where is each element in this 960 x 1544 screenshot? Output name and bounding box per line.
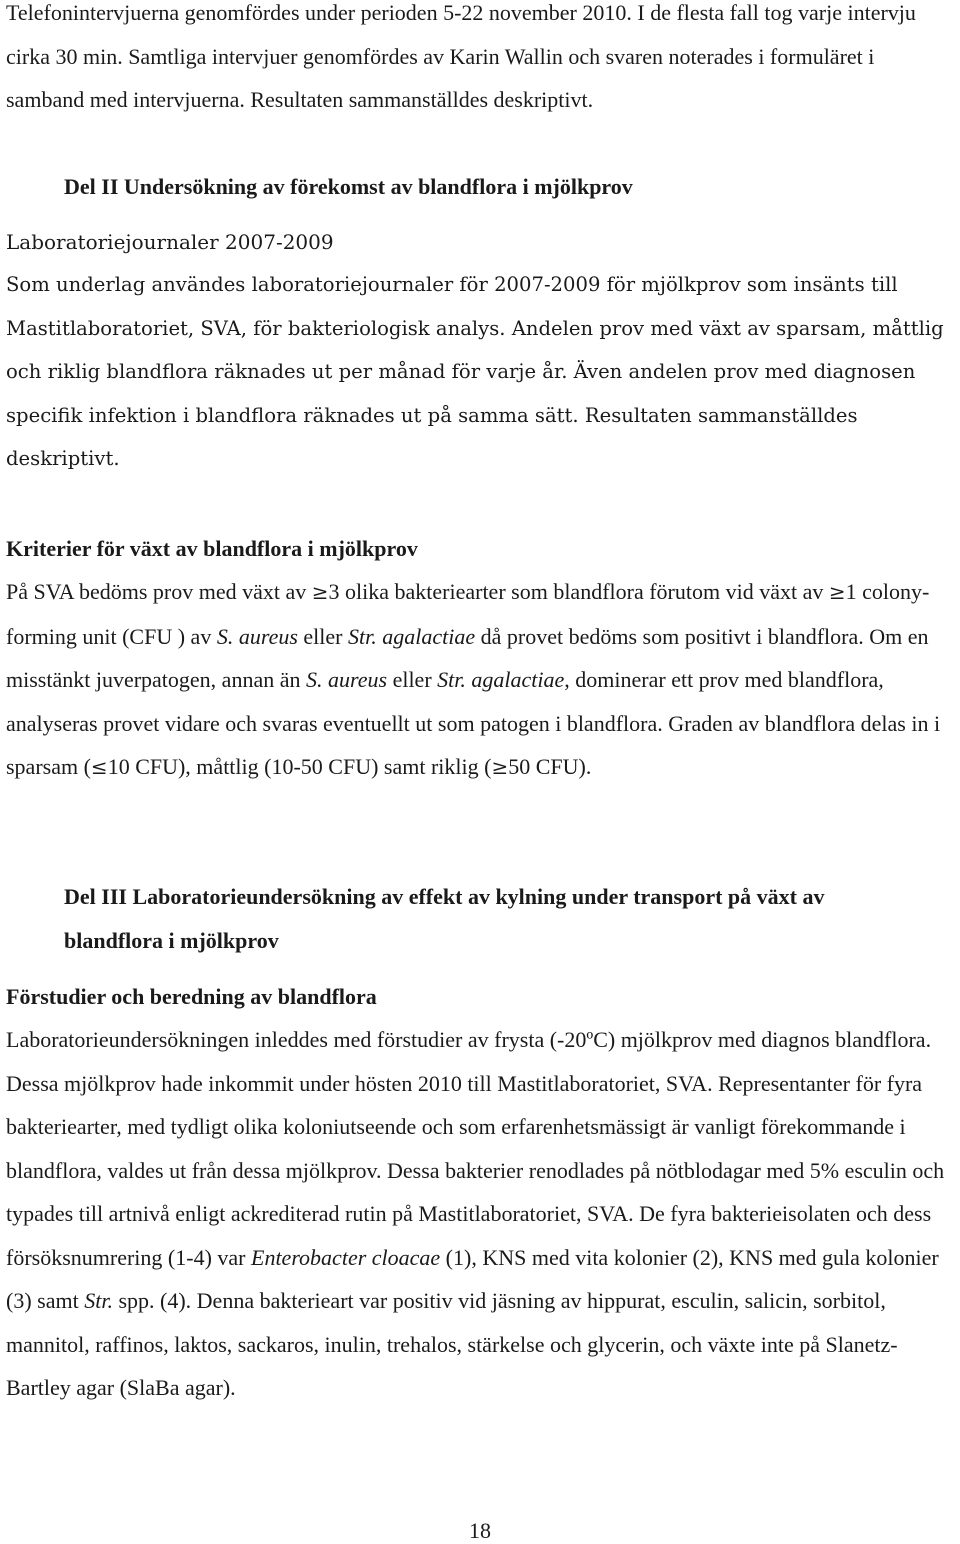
part3-body-text-1: Laboratorieundersökningen inleddes med förstudier av frysta (-20ºC) mjölkprov med diagnos blandflora. Dessa mjölkprov hade inkommit under hösten 2010 till Mastitlaboratoriet, SVA. Representanter för fyra bakteriearter, med tydligt olika koloniutseende och som erfarenhetsmässigt är vanligt förekommande i blandflora, valdes ut från dessa mjölkprov. Dessa bakterier renodlades på nötblodagar med 5% esculin och typades till artnivå enligt ackrediterad rutin på Mastitlaboratoriet, SVA. De fyra bakterieisolaten och dess försöksnumrering (1-4) var xyxy=(6,1027,945,1270)
le-symbol: ≤ xyxy=(90,755,108,779)
part3-body-text-3: spp. (4). Denna bakterieart var positiv vid jäsning av hippurat, esculin, salicin, sorbitol, mannitol, raffinos, laktos, sackaros, inulin, trehalos, stärkelse och glycerin, och växte inte på Slanetz-Bartley agar (SlaBa agar). xyxy=(6,1288,898,1400)
part3-body xyxy=(6,1018,954,1410)
species-agalactiae: agalactiae xyxy=(471,667,565,692)
criteria-text-1: På SVA bedöms prov med växt av xyxy=(6,579,312,604)
page-number: 18 xyxy=(469,1518,491,1543)
ge-symbol: ≥ xyxy=(491,755,509,779)
criteria-text-5: , dominerar ett prov med blandflora, analyseras provet vidare och svaras eventuellt ut som patogen i blandflora. Graden av blandflora delas in i sparsam ( xyxy=(6,667,941,779)
species-s-aureus: S. aureus xyxy=(216,623,298,649)
ge-symbol: ≥ xyxy=(828,580,846,604)
intro-paragraph xyxy=(6,0,954,122)
criteria-paragraph xyxy=(6,570,954,790)
part3-heading xyxy=(64,875,960,962)
part3-body-text-2: (1), KNS med vita kolonier (2), KNS med gula kolonier (3) samt xyxy=(6,1244,939,1313)
intro-text: Telefonintervjuerna genomfördes under perioden 5-22 november 2010. I de flesta fall tog varje intervju cirka 30 min. Samtliga intervjuer genomfördes av Karin Wallin och svaren noterades i formuläret i samband med intervjuerna. Resultaten sammanställdes deskriptivt. xyxy=(6,0,916,112)
criteria-eller-2: eller xyxy=(387,667,438,692)
part2-heading: Del II Undersökning av förekomst av blandflora i mjölkprov xyxy=(64,174,633,199)
criteria-text-6: 10 CFU), måttlig (10-50 CFU) samt riklig ( xyxy=(107,754,492,779)
criteria-eller-1: eller xyxy=(297,623,348,649)
criteria-text-7: 50 CFU). xyxy=(508,754,592,779)
species-str: Str. xyxy=(437,667,466,692)
criteria-heading: Kriterier för växt av blandflora i mjölkprov xyxy=(6,536,418,561)
part3-heading-line1: Del III Laboratorieundersökning av effekt av kylning under transport på växt av xyxy=(64,884,825,909)
part2-body-text: Som underlag användes laboratoriejournaler för 2007-2009 för mjölkprov som insänts till Mastitlaboratoriet, SVA, för bakteriologisk analys. Andelen prov med växt av sparsam, måttlig och riklig blandflora räknades ut per månad för varje år. Även andelen prov med diagnosen specifik infektion i blandflora räknades ut på samma sätt. Resultaten sammanställdes deskriptivt. xyxy=(6,273,944,470)
species-agalactiae: agalactiae xyxy=(382,623,476,649)
part2-body xyxy=(6,263,954,481)
species-str: Str. xyxy=(84,1288,113,1313)
part3-heading-line2: blandflora i mjölkprov xyxy=(64,927,279,953)
species-str: Str. xyxy=(348,623,377,649)
ge-symbol: ≥ xyxy=(311,580,329,604)
part3-subheading: Förstudier och beredning av blandflora xyxy=(6,984,377,1009)
criteria-text-4: då provet bedöms som positivt i blandflora. Om en misstänkt juverpatogen, annan än xyxy=(6,623,929,692)
criteria-text-3: 1 colony-forming unit (CFU ) av xyxy=(6,579,930,649)
part2-subheading: Laboratoriejournaler 2007-2009 xyxy=(6,230,334,254)
criteria-text-2: 3 olika bakteriearter som blandflora förutom vid växt av xyxy=(328,579,829,604)
species-enterobacter: Enterobacter cloacae xyxy=(251,1244,441,1270)
species-s-aureus: S. aureus xyxy=(305,667,388,692)
